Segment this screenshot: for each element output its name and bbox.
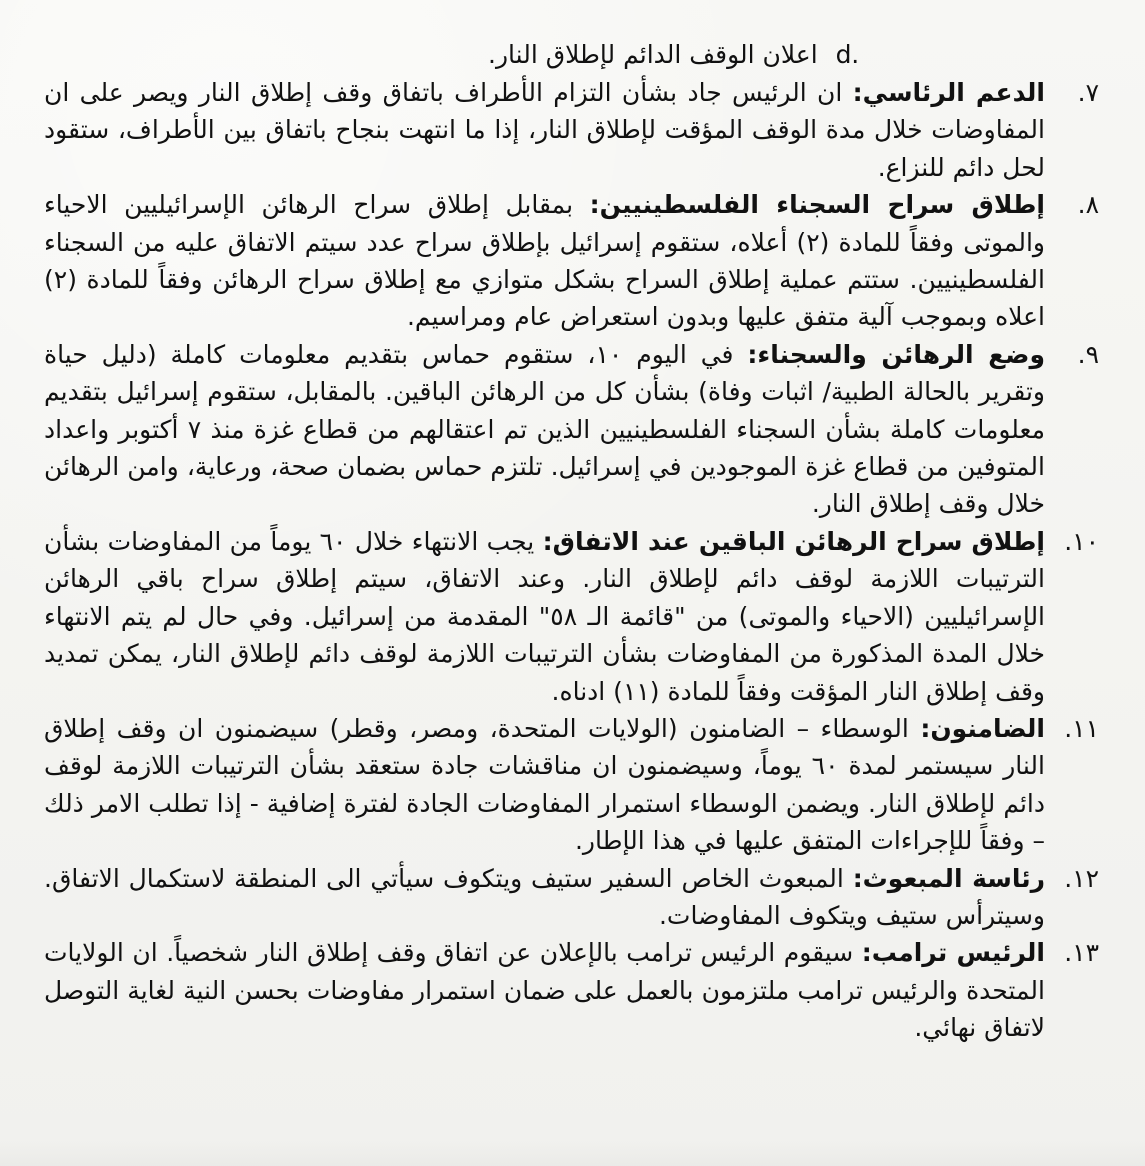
clause-9 bbox=[44, 336, 1099, 523]
clause-body bbox=[44, 336, 1045, 523]
clause-title: الضامنون: bbox=[920, 713, 1045, 743]
clause-number: ٧. bbox=[1077, 78, 1099, 107]
subitem-text: اعلان الوقف الدائم لإطلاق النار. bbox=[488, 40, 818, 69]
clause-number: ١٠. bbox=[1064, 526, 1099, 556]
clause-text: المبعوث الخاص السفير ستيف ويتكوف سيأتي الى المنطقة لاستكمال الاتفاق. وسيترأس ستيف ويتكوف المفاوضات. bbox=[44, 863, 1045, 930]
clause-title: الرئيس ترامب: bbox=[861, 938, 1045, 968]
clause-11 bbox=[44, 710, 1099, 860]
clause-text: بمقابل إطلاق سراح الرهائن الإسرائيليين الاحياء والموتى وفقاً للمادة (٢) أعلاه، ستقوم إسرائيل بإطلاق سراح عدد سيتم الاتفاق عليه من السجناء الفلسطينيين. ستتم عملية إطلاق السراح بشكل متوازي مع إطلاق سراح الرهائن وفقاً للمادة (٢) اعلاه وبموجب آلية متفق عليها وبدون استعراض عام ومراسيم. bbox=[44, 190, 1046, 332]
clause-title: رئاسة المبعوث: bbox=[852, 863, 1045, 893]
clause-title: الدعم الرئاسي: bbox=[852, 78, 1045, 107]
clause-number: ١٣. bbox=[1064, 938, 1099, 968]
document-text bbox=[44, 36, 1099, 1047]
clause-title: إطلاق سراح السجناء الفلسطينيين: bbox=[589, 190, 1045, 220]
clause-number: ٩. bbox=[1077, 339, 1099, 369]
subitem-letter: d. bbox=[835, 40, 859, 69]
clause-8 bbox=[44, 186, 1099, 336]
clause-number: ١٢. bbox=[1064, 863, 1099, 893]
clause-body bbox=[44, 934, 1045, 1046]
clause-title: إطلاق سراح الرهائن الباقين عند الاتفاق: bbox=[542, 526, 1046, 556]
clause-text: سيقوم الرئيس ترامب بالإعلان عن اتفاق وقف إطلاق النار شخصياً. ان الولايات المتحدة والرئيس ترامب ملتزمون بالعمل على ضمان استمرار مفاوضات بحسن النية لغاية التوصل لاتفاق نهائي. bbox=[44, 938, 1045, 1043]
clause-body bbox=[44, 523, 1045, 710]
clause-title: وضع الرهائن والسجناء: bbox=[747, 339, 1046, 369]
clause-number: ١١. bbox=[1064, 713, 1099, 743]
clause-text: يجب الانتهاء خلال ٦٠ يوماً من المفاوضات بشأن الترتيبات اللازمة لوقف دائم لإطلاق النار. وعند الاتفاق، سيتم إطلاق سراح باقي الرهائن الإسرائيليين (الاحياء والموتى) من "قائمة الـ ٥٨" المقدمة من إسرائيل. وفي حال لم يتم الانتهاء خلال المدة المذكورة من المفاوضات بشأن الترتيبات اللازمة لوقف دائم لإطلاق النار، يمكن تمديد وقف إطلاق النار المؤقت وفقاً للمادة (١١) ادناه. bbox=[44, 526, 1046, 706]
clause-body bbox=[44, 74, 1045, 186]
clause-body bbox=[44, 186, 1045, 336]
clause-body bbox=[44, 860, 1045, 935]
clause-13 bbox=[44, 934, 1099, 1046]
clause-text: الوسطاء – الضامنون (الولايات المتحدة، ومصر، وقطر) سيضمنون ان وقف إطلاق النار سيستمر لمدة ٦٠ يوماً، وسيضمنون ان مناقشات جادة ستعقد بشأن الترتيبات اللازمة لوقف دائم لإطلاق النار. ويضمن الوسطاء استمرار المفاوضات الجادة لفترة إضافية - إذا تطلب الامر ذلك – وفقاً للإجراءات المتفق عليها في هذا الإطار. bbox=[44, 713, 1045, 856]
clause-number: ٨. bbox=[1077, 190, 1099, 220]
clause-10 bbox=[44, 523, 1099, 710]
clause-text: في اليوم ١٠، ستقوم حماس بتقديم معلومات كاملة (دليل حياة وتقرير بالحالة الطبية/ اثبات وفاة) بشأن كل من الرهائن الباقين. بالمقابل، ستقوم إسرائيل بتقديم معلومات كاملة بشأن السجناء الفلسطينيين الذين تم اعتقالهم من قطاع غزة منذ ٧ أكتوبر واعداد المتوفين من قطاع غزة الموجودين في إسرائيل. تلتزم حماس بضمان صحة، ورعاية، وامن الرهائن خلال وقف إطلاق النار. bbox=[44, 339, 1045, 519]
clause-text: ان الرئيس جاد بشأن التزام الأطراف باتفاق وقف إطلاق النار ويصر على ان المفاوضات خلال مدة الوقف المؤقت لإطلاق النار، إذا ما انتهت بنجاح باتفاق بين الأطراف، ستقود لحل دائم للنزاع. bbox=[44, 78, 1045, 182]
subitem-d bbox=[44, 36, 1099, 74]
clause-12 bbox=[44, 860, 1099, 935]
page-bottom-shadow bbox=[0, 1140, 1145, 1166]
clause-7 bbox=[44, 74, 1099, 186]
clause-body bbox=[44, 710, 1045, 860]
